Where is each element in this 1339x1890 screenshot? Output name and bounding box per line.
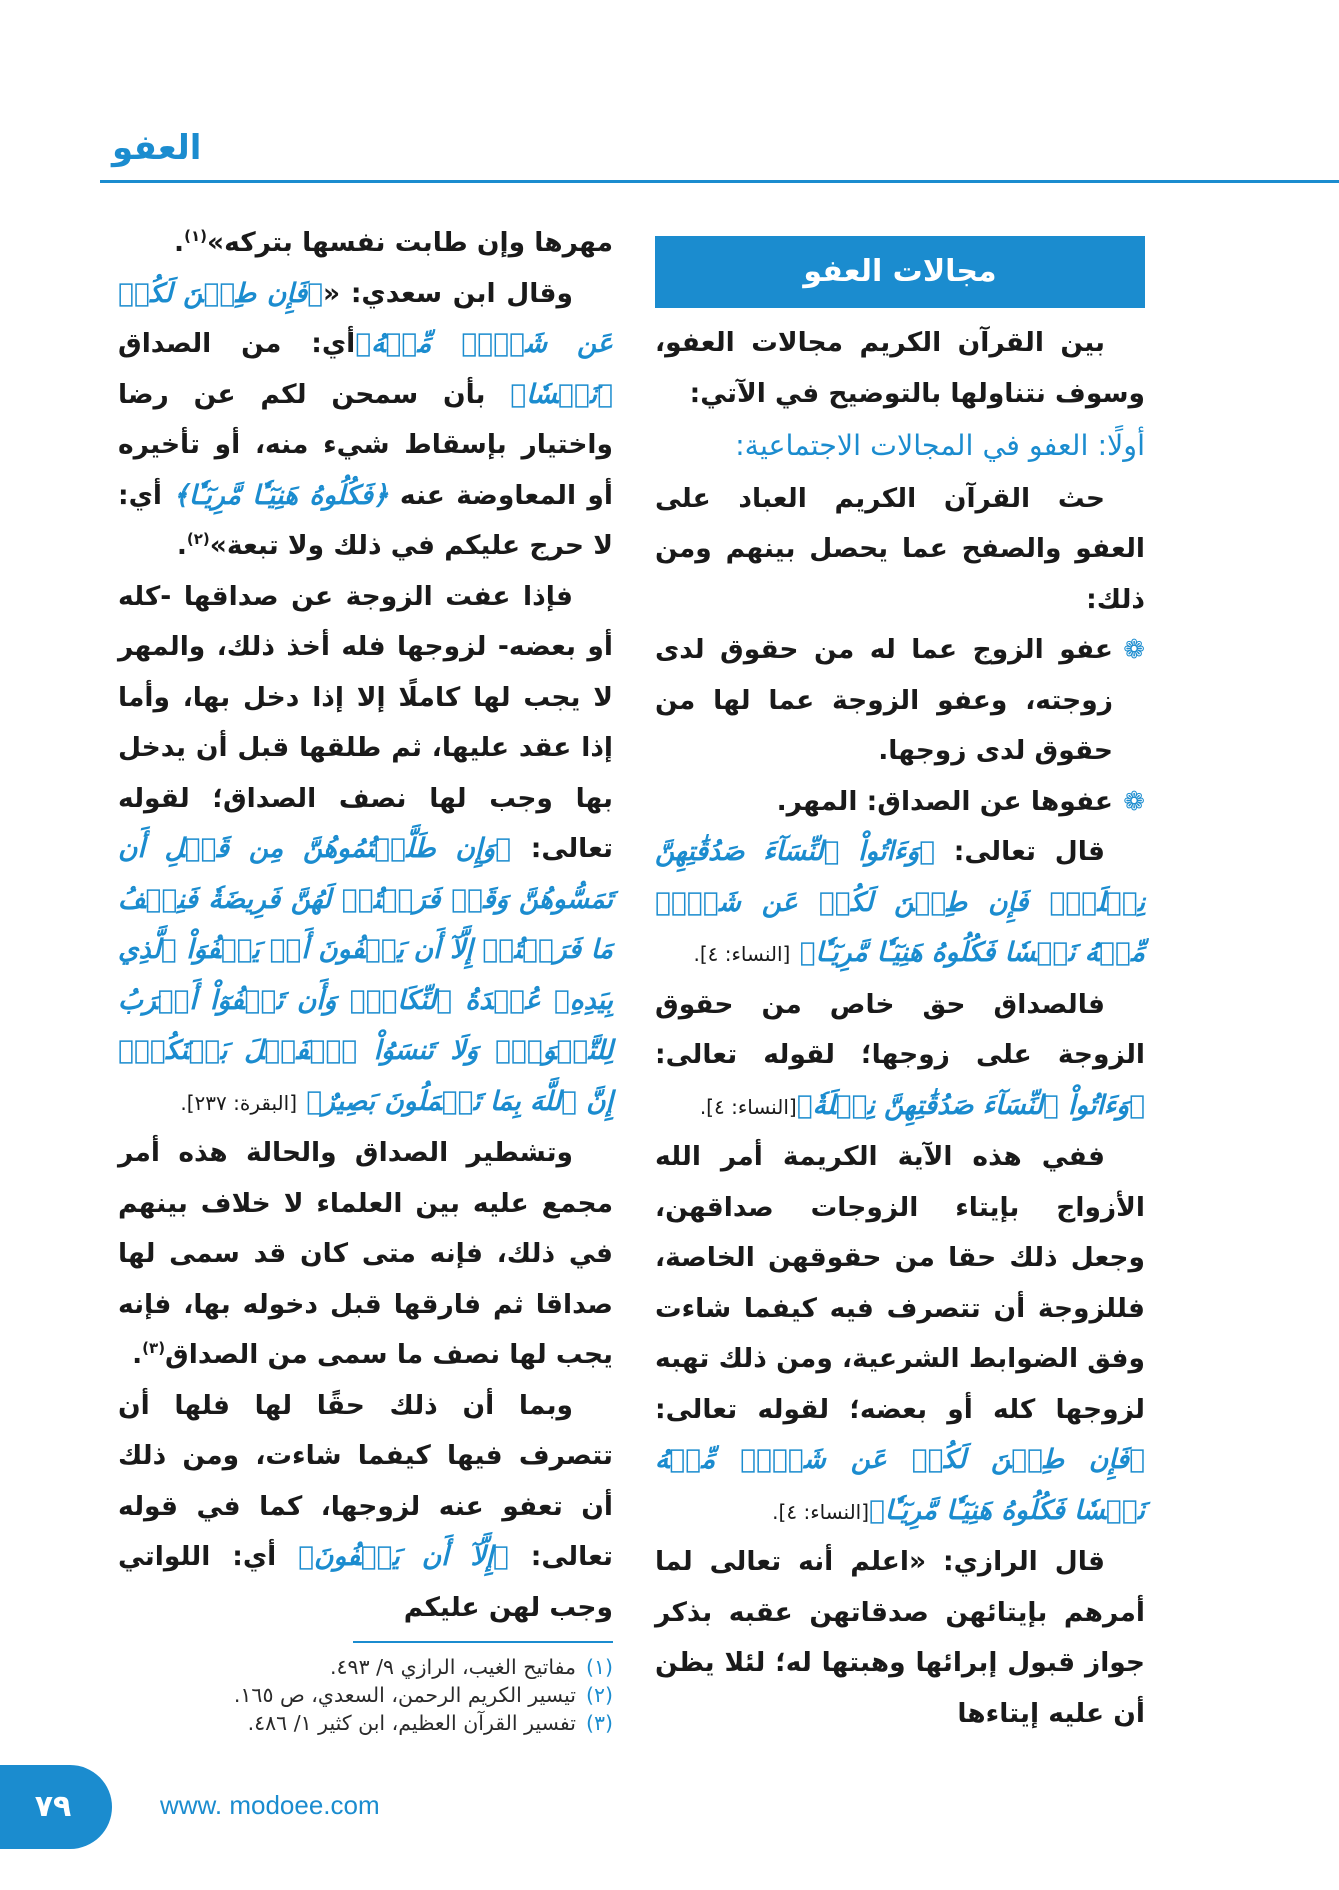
subheading-social: أولًا: العفو في المجالات الاجتماعية: — [735, 429, 1145, 462]
paragraph: حث القرآن الكريم العباد على العفو والصفح عما يحصل بينهم ومن ذلك: — [655, 482, 1145, 615]
quran-verse: ﴿وَءَاتُواْ ٱلنِّسَآءَ صَدُقَٰتِهِنَّ نِحۡلَةٗ﴾ — [796, 1089, 1145, 1121]
footnote-divider — [353, 1641, 613, 1643]
footnote — [118, 1653, 613, 1681]
paragraph: وبما أن ذلك حقًا لها فلها أن تتصرف فيها كيفما شاءت، ومن ذلك أن تعفو عنه لزوجها، كما في قوله تعالى: ﴿إِلَّآ أَن يَعۡفُونَ﴾ أي: اللواتي وجب لهن عليكم — [118, 1389, 613, 1623]
bullet-item — [655, 625, 1145, 777]
bullet-item — [655, 777, 1145, 828]
quran-verse: ﴿فَكُلُوهُ هَنِيٓـٔٗا مَّرِيٓـٔٗا﴾ — [173, 479, 389, 511]
bullet-text: عفو الزوج عما له من حقوق لدى زوجته، وعفو الزوجة عما لها من حقوق لدى زوجها. — [655, 634, 1113, 766]
paragraph — [655, 827, 1145, 980]
footnote-number: (٣) — [585, 1711, 613, 1735]
quran-verse: ﴿فَإِن طِبۡنَ لَكُمۡ عَن شَيۡءٖ مِّنۡهُ﴾ — [118, 277, 613, 359]
footnote — [118, 1681, 613, 1709]
paragraph: وتشطير الصداق والحالة هذه أمر مجمع عليه بين العلماء لا خلاف بينهم في ذلك، فإنه متى كان قد سمى لها صداقا ثم فارقها قبل دخوله بها، فإنه يجب لها نصف ما سمى من الصداق$^{(٣)}$. — [118, 1137, 613, 1370]
paragraph-text: فالصداق حق خاص من حقوق الزوجة على زوجها؛ لقوله تعالى: — [655, 988, 1145, 1070]
right-column — [655, 218, 1145, 1739]
paragraph-text: ففي هذه الآية الكريمة أمر الله الأزواج بإيتاء الزوجات صداقهن، وجعل ذلك حقا من حقوقهن الخاصة، فللزوجة أن تتصرف فيه كيفما شاءت وفق الضوابط الشرعية، ومن ذلك تهبه لزوجها كله أو بعضه؛ لقوله تعالى: — [655, 1141, 1145, 1425]
quran-verse: ﴿فَإِن طِبۡنَ لَكُمۡ عَن شَيۡءٖ مِّنۡهُ نَفۡسٗا فَكُلُوهُ هَنِيٓـٔٗا مَّرِيٓـٔٗا﴾ — [655, 1444, 1145, 1526]
website-link[interactable]: www. modoee.com — [160, 1790, 380, 1820]
quran-verse: ﴿نَفۡسٗا﴾ — [510, 378, 613, 410]
intro-paragraph: بين القرآن الكريم مجالات العفو، وسوف نتناولها بالتوضيح في الآتي: — [655, 327, 1145, 409]
paragraph — [655, 1132, 1145, 1537]
flower-bullet-icon: ❁ — [1123, 786, 1145, 817]
quran-verse: ﴿وَإِن طَلَّقۡتُمُوهُنَّ مِن قَبۡلِ أَن تَمَسُّوهُنَّ وَقَدۡ فَرَضۡتُمۡ لَهُنَّ فَرِيضَةٗ فَنِصۡفُ مَا فَرَضۡتُمۡ إِلَّآ أَن يَعۡفُونَ أَوۡ يَعۡفُوَاْ ٱلَّذِي بِيَدِهِۦ عُقۡدَةُ ٱلنِّكَاحِۚ وَأَن تَعۡفُوٓاْ أَقۡرَبُ لِلتَّقۡوَىٰۚ وَلَا تَنسَوُاْ ٱلۡفَضۡلَ بَيۡنَكُمۡۚ إِنَّ ٱللَّهَ بِمَا تَعۡمَلُونَ بَصِيرٌ﴾ — [118, 833, 613, 1117]
footnote-ref[interactable]: (٢) — [186, 530, 210, 549]
footnote-ref[interactable]: (١) — [184, 227, 207, 246]
left-column — [118, 218, 613, 1737]
page-number-badge: ٧٩ — [0, 1765, 112, 1849]
paragraph-text: مهرها وإن طابت نفسها بتركه» — [207, 227, 613, 258]
paragraph — [655, 980, 1145, 1133]
verse-source: [البقرة: ٢٣٧]. — [180, 1090, 297, 1115]
paragraph: فإذا عفت الزوجة عن صداقها -كله أو بعضه- لزوجها فله أخذ ذلك، والمهر لا يجب لها كاملًا إلا إذا دخل بها، وأما إذا عقد عليها، ثم طلقها قبل أن يدخل بها وجب لها نصف الصداق؛ لقوله تعالى: ﴿وَإِن طَلَّقۡتُمُوهُنَّ مِن قَبۡلِ أَن تَمَسُّوهُنَّ وَقَدۡ فَرَضۡتُمۡ لَهُنَّ فَرِيضَةٗ فَنِصۡفُ مَا فَرَضۡتُمۡ إِلَّآ أَن يَعۡفُونَ أَوۡ يَعۡفُوَاْ ٱلَّذِي بِيَدِهِۦ عُقۡدَةُ ٱلنِّكَاحِۚ وَأَن تَعۡفُوٓاْ أَقۡرَبُ لِلتَّقۡوَىٰۚ وَلَا تَنسَوُاْ ٱلۡفَضۡلَ بَيۡنَكُمۡۚ إِنَّ ٱللَّهَ بِمَا تَعۡمَلُونَ بَصِيرٌ﴾ [البقرة: ٢٣٧]. — [118, 580, 614, 1117]
footnote-ref[interactable]: (٣) — [142, 1339, 166, 1358]
footnote-text: تفسير القرآن العظيم، ابن كثير ١/ ٤٨٦. — [247, 1711, 576, 1735]
verse-source: [النساء: ٤]. — [772, 1499, 870, 1524]
header-divider — [100, 180, 1339, 183]
quran-verse: ﴿وَءَاتُواْ ٱلنِّسَآءَ صَدُقَٰتِهِنَّ نِحۡلَةٗۚ فَإِن طِبۡنَ لَكُمۡ عَن شَيۡءٖ مِّنۡهُ نَفۡسٗا فَكُلُوهُ هَنِيٓـٔٗا مَّرِيٓـٔٗا﴾ — [655, 836, 1145, 968]
bullet-text: عفوها عن الصداق: المهر. — [776, 785, 1113, 817]
footnote-text: تيسير الكريم الرحمن، السعدي، ص ١٦٥. — [233, 1683, 576, 1707]
footnote-number: (١) — [585, 1655, 613, 1679]
paragraph: قال الرازي: «اعلم أنه تعالى لما أمرهم بإيتائهن صدقاتهن عقبه بذكر جواز قبول إبرائها وهبتها له؛ لئلا يظن أن عليه إيتاءها — [655, 1546, 1145, 1729]
quran-verse: ﴿إِلَّآ أَن يَعۡفُونَ﴾ — [298, 1541, 509, 1572]
running-header-title: العفو — [112, 128, 202, 168]
verse-source: [النساء: ٤]. — [699, 1094, 797, 1119]
flower-bullet-icon: ❁ — [1123, 635, 1145, 665]
footnote-text: مفاتيح الغيب، الرازي ٩/ ٤٩٣. — [330, 1655, 576, 1679]
paragraph: مهرها وإن طابت نفسها بتركه»$^{(١)}$. — [174, 227, 613, 258]
section-heading: مجالات العفو — [655, 236, 1145, 308]
paragraph: وقال ابن سعدي: «﴿فَإِن طِبۡنَ لَكُمۡ عَن شَيۡءٖ مِّنۡهُ﴾أي: من الصداق ﴿نَفۡسٗا﴾ بأن سمحن لكم عن رضا واختيار بإسقاط شيء منه، أو تأخيره أو المعاوضة عنه ﴿فَكُلُوهُ هَنِيٓـٔٗا مَّرِيٓـٔٗا﴾ أي: لا حرج عليكم في ذلك ولا تبعة»$^{(٢)}$. — [118, 277, 613, 561]
footnote-number: (٢) — [585, 1683, 613, 1707]
verse-source: [النساء: ٤]. — [693, 942, 791, 966]
footnote — [118, 1709, 613, 1737]
paragraph-text: قال تعالى: — [935, 836, 1106, 867]
